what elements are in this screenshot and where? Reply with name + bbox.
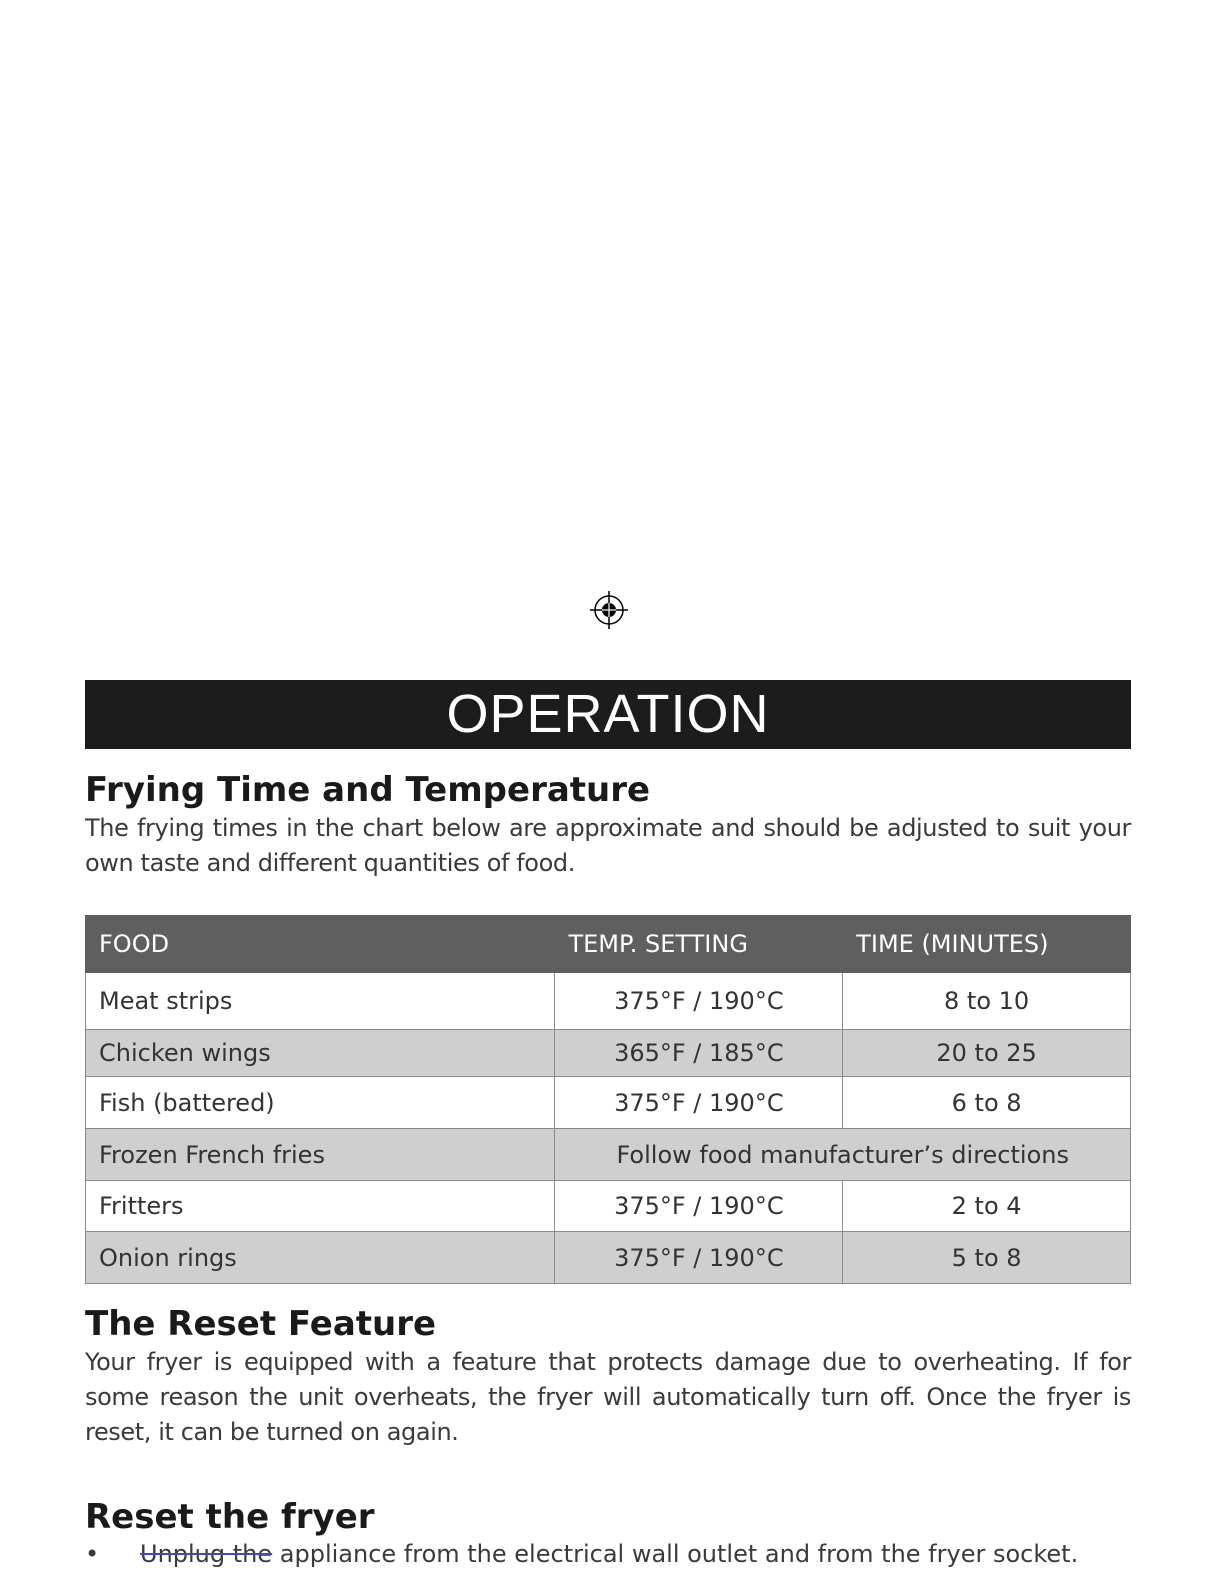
- time-cell: 5 to 8: [843, 1232, 1131, 1284]
- frying-intro: The frying times in the chart below are approximate and should be adjusted to suit your own taste and different quantities of food.: [85, 814, 1131, 877]
- reset-fryer-heading: Reset the fryer: [85, 1497, 375, 1537]
- reset-step-1: [85, 1537, 1185, 1572]
- step-text: appliance from the electrical wall outlet and from the fryer socket.: [272, 1540, 1079, 1568]
- time-cell: 6 to 8: [843, 1077, 1131, 1129]
- table-row: [86, 1181, 1131, 1232]
- food-cell: Onion rings: [86, 1232, 555, 1284]
- temp-cell: 365°F / 185°C: [555, 1030, 843, 1077]
- table-row: [86, 1232, 1131, 1284]
- column-header-temp: TEMP. SETTING: [555, 916, 843, 973]
- bullet: •: [85, 1540, 100, 1568]
- frying-heading: Frying Time and Temperature: [85, 770, 651, 810]
- section-banner: OPERATION: [85, 680, 1131, 749]
- temp-cell: 375°F / 190°C: [555, 1181, 843, 1232]
- temp-cell: 375°F / 190°C: [555, 1077, 843, 1129]
- registration-mark-icon: [590, 591, 628, 629]
- food-cell: Fritters: [86, 1181, 555, 1232]
- directions-cell: Follow food manufacturer’s directions: [555, 1129, 1131, 1181]
- food-cell: Frozen French fries: [86, 1129, 555, 1181]
- table-row: [86, 1030, 1131, 1077]
- time-cell: 20 to 25: [843, 1030, 1131, 1077]
- table-row: [86, 1129, 1131, 1181]
- reset-feature-heading: The Reset Feature: [85, 1304, 437, 1344]
- temp-cell: 375°F / 190°C: [555, 973, 843, 1030]
- column-header-food: FOOD: [86, 916, 555, 973]
- frying-chart: [85, 915, 1131, 1284]
- food-cell: Chicken wings: [86, 1030, 555, 1077]
- table-row: [86, 1077, 1131, 1129]
- column-header-time: TIME (MINUTES): [843, 916, 1131, 973]
- table-row: [86, 973, 1131, 1030]
- reset-feature-body: Your fryer is equipped with a feature that protects damage due to overheating. If for some reason the unit overheats, the fryer will automatically turn off. Once the fryer is reset, it can be turned on again.: [85, 1348, 1131, 1446]
- time-cell: 8 to 10: [843, 973, 1131, 1030]
- table-header-row: [86, 916, 1131, 973]
- temp-cell: 375°F / 190°C: [555, 1232, 843, 1284]
- food-cell: Meat strips: [86, 973, 555, 1030]
- time-cell: 2 to 4: [843, 1181, 1131, 1232]
- struck-text: Unplug the: [140, 1540, 273, 1568]
- food-cell: Fish (battered): [86, 1077, 555, 1129]
